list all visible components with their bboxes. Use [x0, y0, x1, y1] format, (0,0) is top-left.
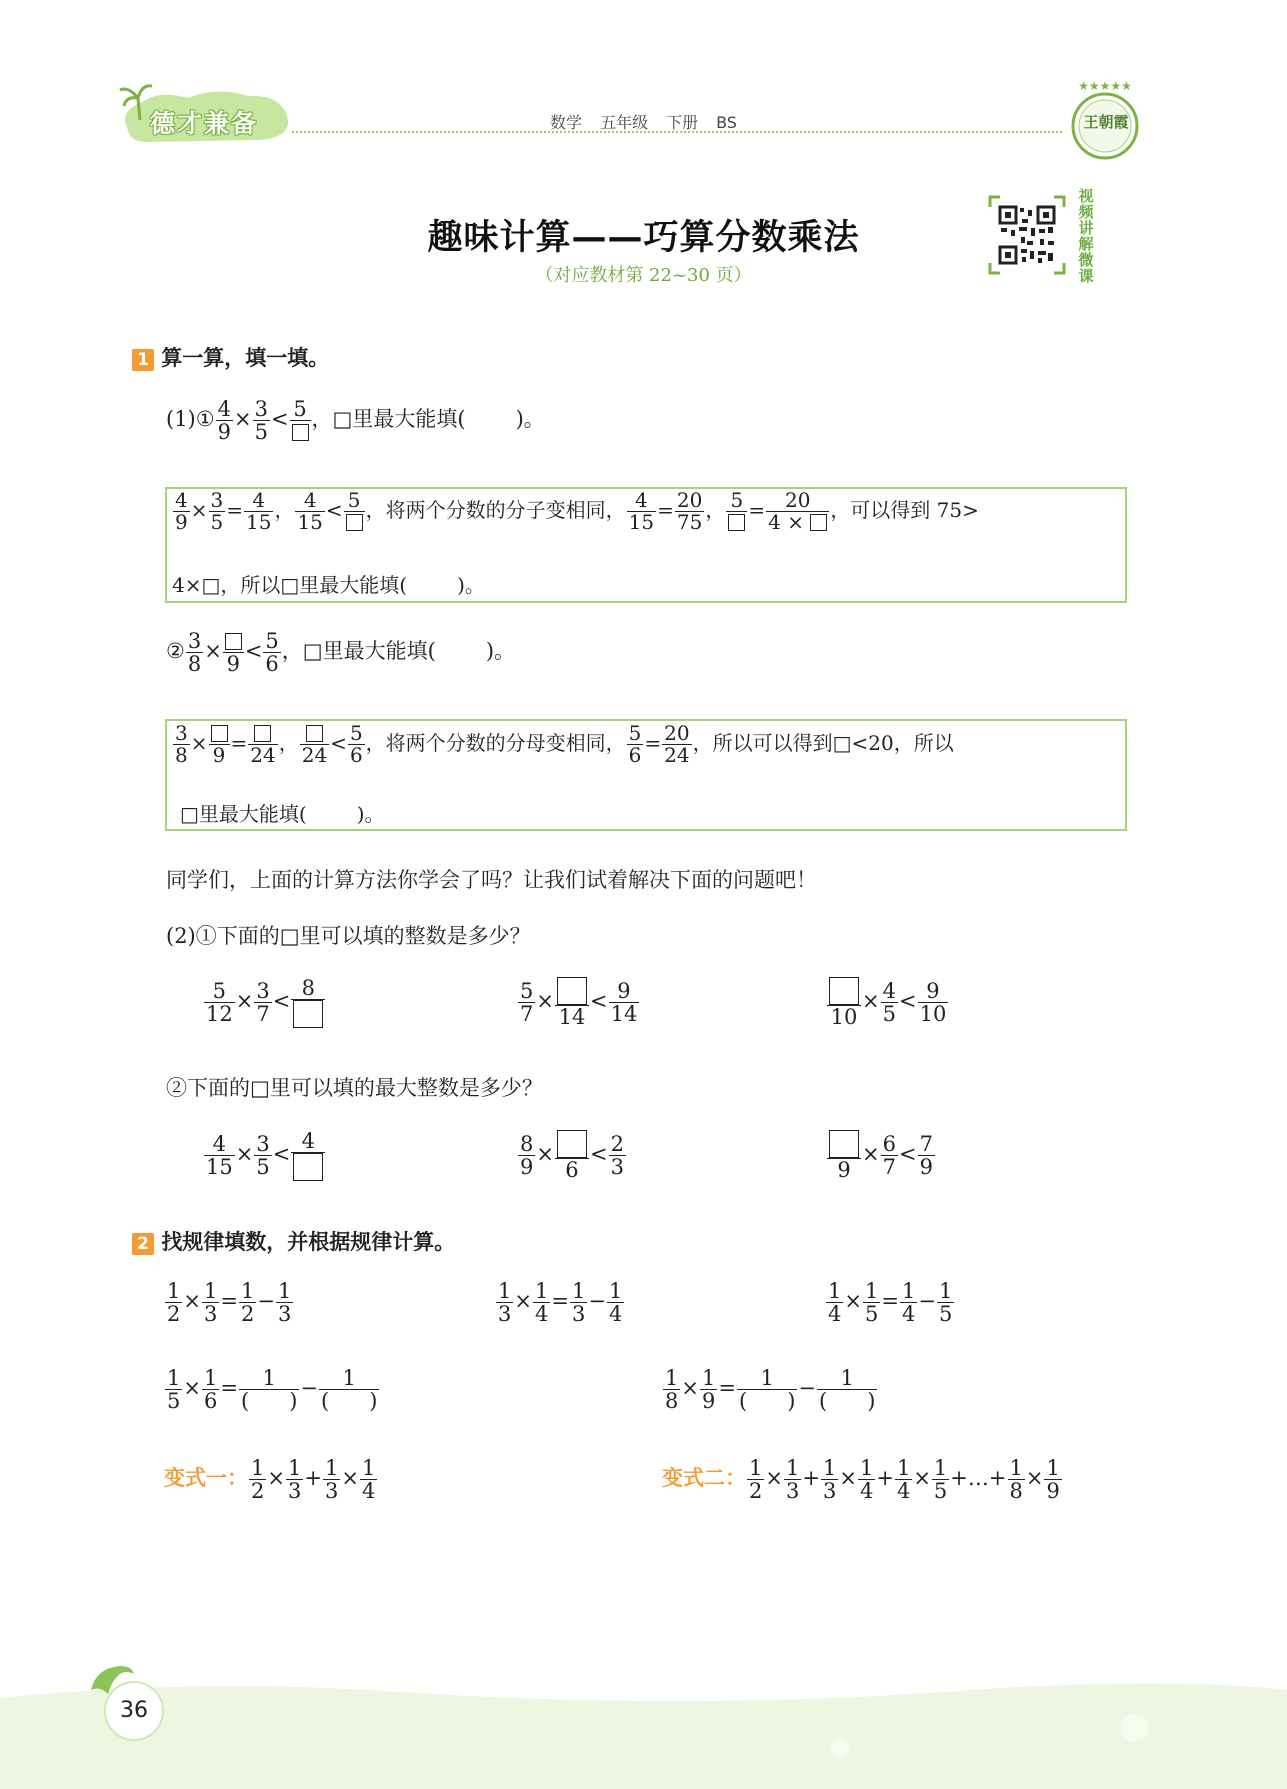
dolphin-icon [86, 1660, 136, 1700]
hint-box-1-line-1: $\frac{4}{9}$ × $\frac{3}{5}$ = $\frac{4}{15}$ ， $\frac{4}{15}$ < 5 ，将两个分数的分子变相同， $\frac{4}{15}$ = $\frac{20}{75}$ ， 5 = $\frac{20}{4 \times}$ ，可以得到 75> [175, 488, 979, 534]
hint-box-2-line-2: □里最大能填( )。 [180, 802, 385, 826]
section-1-badge: 1 [132, 349, 154, 371]
section-2-title: 找规律填数，并根据规律计算。 [161, 1230, 456, 1254]
variant-2: 变式二： $\frac{1}{2}$ × $\frac{1}{3}$ + $\frac{1}{3}$ × $\frac{1}{4}$ + $\frac{1}{4}$ × $\frac{1}{5}$ +…+ $\frac{1}{8}$ × $\frac{1}{9}$ [662, 1456, 1060, 1504]
header-grade: 五年级 [600, 113, 649, 132]
question-2-1: (2)①下面的□里可以填的整数是多少？ [166, 924, 531, 948]
expression-2-2-a: $\frac{4}{15}$ × $\frac{3}{5}$ < 4 [203, 1130, 326, 1181]
seal-text: 王朝霞 [1083, 113, 1129, 131]
page-number: 36 [104, 1681, 164, 1741]
fill-box[interactable] [293, 1000, 323, 1028]
pattern-2: $\frac{1}{3}$ × $\frac{1}{4}$ = $\frac{1}{3}$ − $\frac{1}{4}$ [498, 1279, 623, 1327]
page-subtitle: （对应教材第 22~30 页） [535, 265, 752, 286]
section-1-heading [132, 342, 329, 372]
pattern-3: $\frac{1}{4}$ × $\frac{1}{5}$ = $\frac{1}{4}$ − $\frac{1}{5}$ [828, 1279, 953, 1327]
pattern-1: $\frac{1}{2}$ × $\frac{1}{3}$ = $\frac{1}{2}$ − $\frac{1}{3}$ [167, 1279, 292, 1327]
fill-box[interactable] [557, 1130, 587, 1158]
hint-box-1-line-2: 4×□，所以□里最大能填( )。 [172, 573, 485, 597]
hint-box-2-line-1: $\frac{3}{8}$ × 9 = 24 ， 24 < $\frac{5}{6}$ ，将两个分数的分母变相同， $\frac{5}{6}$ = $\frac{20}{24}$ ，所以可以得到□<20，所以 [175, 721, 954, 767]
fill-box[interactable] [293, 1153, 323, 1181]
expression-2-2-c: 9 × $\frac{6}{7}$ < $\frac{7}{9}$ [826, 1130, 936, 1181]
pattern-4: $\frac{1}{5}$ × $\frac{1}{6}$ = $\frac{1}{( )}$ − $\frac{1}{( )}$ [167, 1366, 378, 1414]
qr-code-icon[interactable] [988, 195, 1066, 275]
fill-box[interactable] [829, 977, 859, 1005]
header-edition: BS [716, 113, 737, 132]
expression-2-1-c: 10 × $\frac{4}{5}$ < $\frac{9}{10}$ [826, 977, 949, 1028]
section-2-badge: 2 [132, 1233, 154, 1255]
expression-2-2-b: $\frac{8}{9}$ × 6 < $\frac{2}{3}$ [520, 1131, 624, 1182]
problem-1-1: (1)① $\frac{4}{9}$ × $\frac{3}{5}$ < 5 ，□里最大能填( )。 [166, 397, 545, 445]
page-title: 趣味计算——巧算分数乘法 [427, 218, 860, 258]
logo-text: 德才兼备 [150, 109, 259, 138]
header-volume: 下册 [666, 113, 699, 132]
footer-decoration [0, 1678, 1287, 1789]
svg-text:★★★★★: ★★★★★ [1078, 79, 1132, 93]
intro-text: 同学们，上面的计算方法你学会了吗？让我们试着解决下面的问题吧！ [166, 868, 817, 892]
pattern-5: $\frac{1}{8}$ × $\frac{1}{9}$ = $\frac{1}{( )}$ − $\frac{1}{( )}$ [665, 1366, 876, 1414]
problem-1-2: ② $\frac{3}{8}$ × 9 < $\frac{5}{6}$ ，□里最大能填( )。 [166, 629, 516, 677]
qr-label: 视 频 讲 解 微 课 [1078, 187, 1094, 285]
question-2-2: ②下面的□里可以填的最大整数是多少？ [166, 1076, 543, 1100]
variant-1: 变式一： $\frac{1}{2}$ × $\frac{1}{3}$ + $\frac{1}{3}$ × $\frac{1}{4}$ [164, 1456, 376, 1504]
expression-2-1-a: $\frac{5}{12}$ × $\frac{3}{7}$ < 8 [203, 977, 326, 1028]
fill-box[interactable] [557, 977, 587, 1005]
section-2-heading [132, 1226, 455, 1256]
header-subject: 数学 [550, 113, 583, 132]
section-1-title: 算一算，填一填。 [161, 346, 330, 370]
expression-2-1-b: $\frac{5}{7}$ × 14 < $\frac{9}{14}$ [520, 978, 638, 1029]
fill-box[interactable] [829, 1130, 859, 1158]
